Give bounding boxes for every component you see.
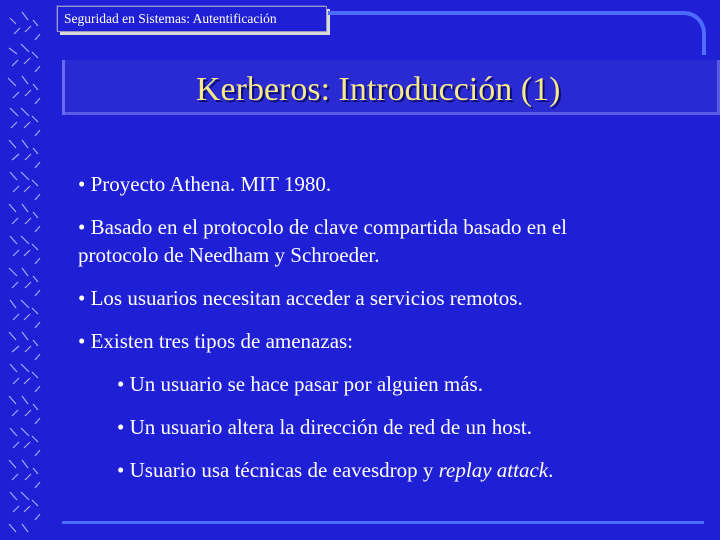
sub-bullet-3-italic: replay attack <box>438 458 549 482</box>
bullet-3: • Los usuarios necesitan acceder a servicios remotos. <box>78 286 523 310</box>
frame-corner <box>680 11 706 55</box>
bullet-4: • Existen tres tipos de amenazas: <box>78 329 354 353</box>
sub-bullet-3-end: . <box>548 458 554 482</box>
header-tab <box>57 6 327 32</box>
bullet-2-line-2: protocolo de Needham y Schroeder. <box>78 243 380 267</box>
sub-bullet-1: • Un usuario se hace pasar por alguien más. <box>117 372 483 396</box>
decorative-texture-strip <box>0 0 46 540</box>
sub-bullet-3 <box>117 458 553 483</box>
sub-bullet-3-text: • Usuario usa técnicas de eavesdrop y <box>117 458 439 482</box>
sub-bullet-2: • Un usuario altera la dirección de red de un host. <box>117 415 532 439</box>
bullet-1: • Proyecto Athena. MIT 1980. <box>78 172 332 196</box>
bullet-2-line-1: • Basado en el protocolo de clave compartida basado en el <box>78 215 567 239</box>
frame-bottom-line <box>62 521 704 524</box>
frame-top-line <box>328 11 683 15</box>
slide-title: Kerberos: Introducción (1) <box>196 71 561 108</box>
header-title: Seguridad en Sistemas: Autentificación <box>64 11 277 26</box>
